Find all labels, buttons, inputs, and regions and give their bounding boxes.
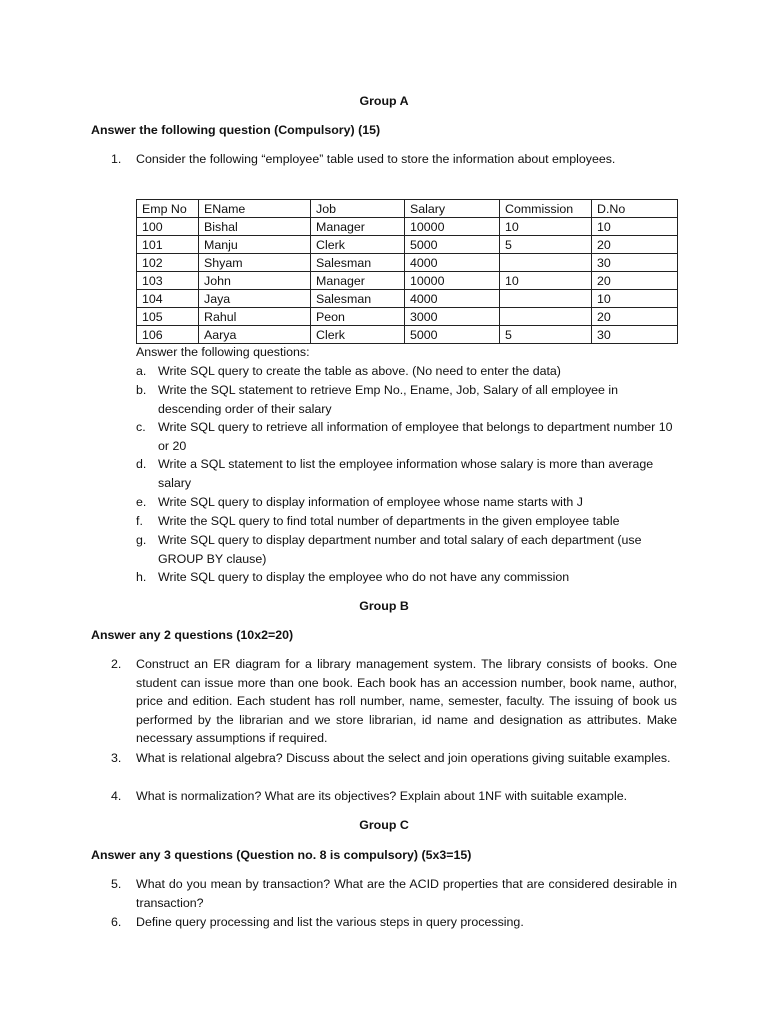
table-cell	[500, 308, 592, 326]
column-header: EName	[199, 200, 311, 218]
question-number: 3.	[111, 751, 122, 765]
table-row	[137, 308, 678, 326]
question-number: 5.	[111, 877, 122, 891]
sub-question-letter: b.	[136, 383, 147, 397]
sub-question-text: Write SQL query to display the employee who do not have any commission	[158, 570, 570, 584]
question-text: Construct an ER diagram for a library management system. The library consists of books. One student can issue more than one book. Each book has an accession number, book name, author, price and edition. Each student has roll number, name, semester, faculty. The issuing of book us performed by the librarian and we store librarian, id name and designation as attributes. Make necessary assumptions if required.	[136, 657, 677, 745]
table-cell: 3000	[405, 308, 500, 326]
table-cell: 10	[592, 218, 678, 236]
column-header: Salary	[405, 200, 500, 218]
table-cell: 103	[137, 272, 199, 290]
column-header: Commission	[500, 200, 592, 218]
table-cell: Rahul	[199, 308, 311, 326]
table-cell: Manju	[199, 236, 311, 254]
sub-question-letter: d.	[136, 457, 147, 471]
sub-question-text: Write a SQL statement to list the employee information whose salary is more than average salary	[158, 457, 654, 490]
table-cell: Peon	[311, 308, 405, 326]
question-1-text: Consider the following “employee” table used to store the information about employees.	[136, 152, 616, 166]
table-cell: John	[199, 272, 311, 290]
table-cell: 20	[592, 272, 678, 290]
table-cell: 106	[137, 326, 199, 344]
table-cell: 5000	[405, 236, 500, 254]
sub-question-text: Write SQL query to display information of employee whose name starts with J	[158, 495, 583, 509]
table-cell	[500, 254, 592, 272]
table-cell: 10	[592, 290, 678, 308]
group-c-instruction: Answer any 3 questions (Question no. 8 is compulsory) (5x3=15)	[91, 848, 472, 862]
group-b-heading: Group B	[359, 599, 409, 613]
question-number: 4.	[111, 789, 122, 803]
sub-question-letter: a.	[136, 364, 147, 378]
question-text: What do you mean by transaction? What are the ACID properties that are considered desirable in transaction?	[136, 877, 677, 910]
table-cell: Bishal	[199, 218, 311, 236]
table-cell: 5000	[405, 326, 500, 344]
table-cell: Aarya	[199, 326, 311, 344]
table-cell: 102	[137, 254, 199, 272]
table-row	[137, 254, 678, 272]
table-cell: Salesman	[311, 290, 405, 308]
table-cell: Clerk	[311, 236, 405, 254]
table-cell: Jaya	[199, 290, 311, 308]
sub-question-text: Write the SQL query to find total number of departments in the given employee table	[158, 514, 620, 528]
table-cell: 30	[592, 254, 678, 272]
table-row	[137, 290, 678, 308]
table-cell: 10	[500, 272, 592, 290]
table-cell: 4000	[405, 254, 500, 272]
question-number: 6.	[111, 915, 122, 929]
table-cell: 30	[592, 326, 678, 344]
table-cell: Manager	[311, 218, 405, 236]
group-c-heading: Group C	[359, 818, 409, 832]
employee-table	[136, 199, 678, 344]
group-a-instruction: Answer the following question (Compulsory) (15)	[91, 123, 381, 137]
table-header-row	[137, 200, 678, 218]
sub-question-letter: f.	[136, 514, 143, 528]
table-row	[137, 236, 678, 254]
sub-question-letter: c.	[136, 420, 146, 434]
table-cell: 4000	[405, 290, 500, 308]
table-cell: 10	[500, 218, 592, 236]
table-row	[137, 272, 678, 290]
table-cell: 105	[137, 308, 199, 326]
question-text: What is relational algebra? Discuss about the select and join operations giving suitable examples.	[136, 751, 671, 765]
table-row	[137, 218, 678, 236]
sub-question-text: Write SQL query to display department number and total salary of each department (use GROUP BY clause)	[158, 533, 642, 566]
sub-question-letter: g.	[136, 533, 147, 547]
question-text: What is normalization? What are its objectives? Explain about 1NF with suitable example.	[136, 789, 628, 803]
group-b-instruction: Answer any 2 questions (10x2=20)	[91, 628, 294, 642]
table-cell: Manager	[311, 272, 405, 290]
table-cell: Shyam	[199, 254, 311, 272]
table-cell	[500, 290, 592, 308]
sub-question-text: Write the SQL statement to retrieve Emp No., Ename, Job, Salary of all employee in descending order of their salary	[158, 383, 619, 416]
group-a-heading: Group A	[359, 94, 409, 108]
sub-question-text: Write SQL query to create the table as above. (No need to enter the data)	[158, 364, 561, 378]
sub-questions-intro: Answer the following questions:	[136, 345, 310, 359]
question-text: Define query processing and list the various steps in query processing.	[136, 915, 524, 929]
table-row	[137, 326, 678, 344]
table-cell: 104	[137, 290, 199, 308]
table-cell: 10000	[405, 218, 500, 236]
column-header: Emp No	[137, 200, 199, 218]
table-cell: 20	[592, 236, 678, 254]
question-number: 2.	[111, 657, 122, 671]
table-cell: 10000	[405, 272, 500, 290]
table-cell: Clerk	[311, 326, 405, 344]
table-cell: 20	[592, 308, 678, 326]
column-header: Job	[311, 200, 405, 218]
sub-question-letter: h.	[136, 570, 147, 584]
table-cell: 5	[500, 326, 592, 344]
sub-question-text: Write SQL query to retrieve all information of employee that belongs to department number 10 or 20	[158, 420, 673, 453]
column-header: D.No	[592, 200, 678, 218]
question-1-number: 1.	[111, 152, 122, 166]
table-cell: 101	[137, 236, 199, 254]
table-cell: 5	[500, 236, 592, 254]
table-cell: Salesman	[311, 254, 405, 272]
table-cell: 100	[137, 218, 199, 236]
sub-question-letter: e.	[136, 495, 147, 509]
